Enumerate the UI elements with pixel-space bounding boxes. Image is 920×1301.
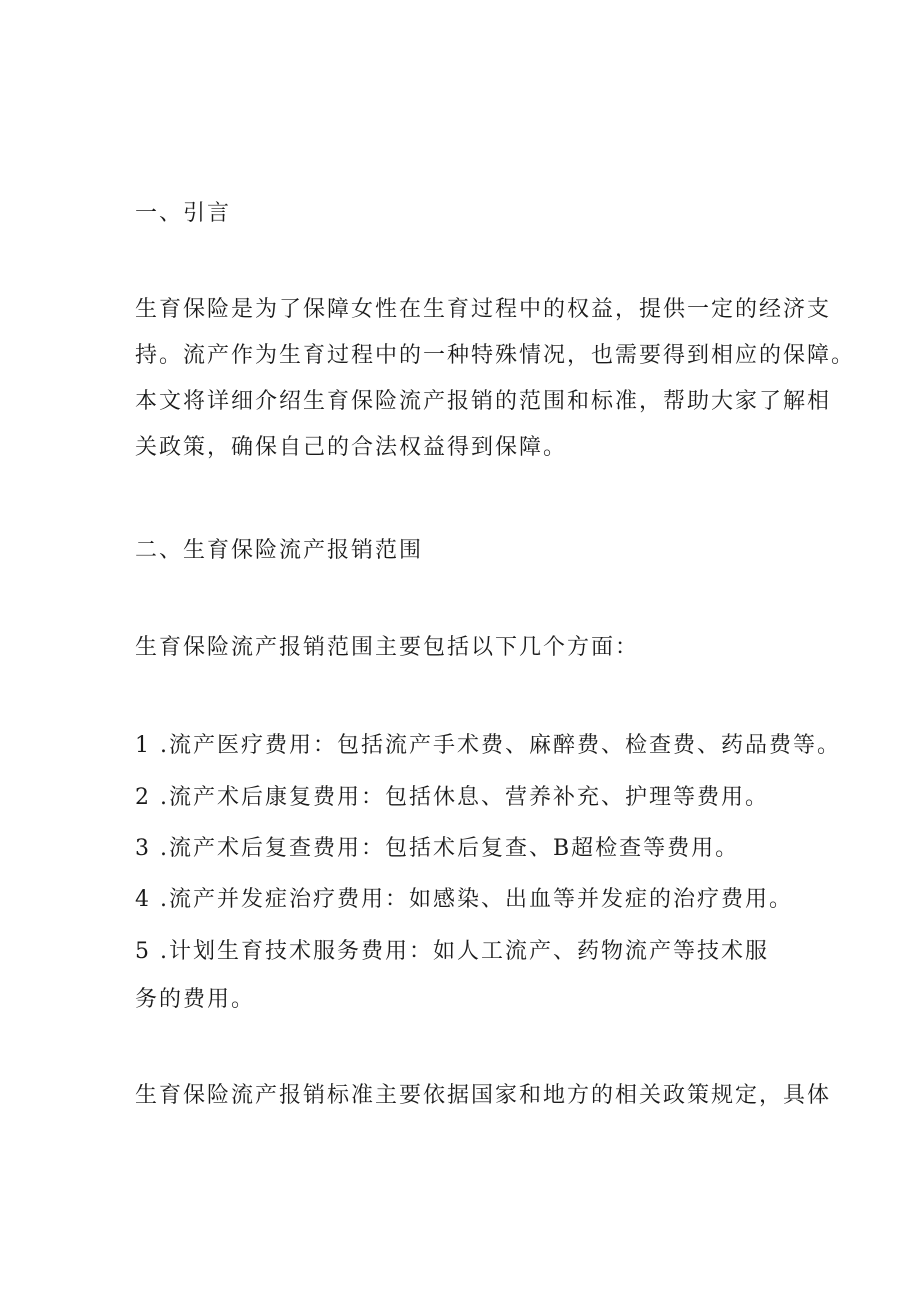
intro-paragraph-line-4: 关政策，确保自己的合法权益得到保障。 xyxy=(135,435,568,460)
scope-list-item-5-continuation: 务的费用。 xyxy=(135,987,256,1012)
scope-list-item-4: 4 .流产并发症治疗费用：如感染、出血等并发症的治疗费用。 xyxy=(135,887,793,912)
intro-paragraph-line-2: 持。流产作为生育过程中的一种特殊情况，也需要得到相应的保障。 xyxy=(135,343,856,368)
intro-paragraph-line-3: 本文将详细介绍生育保险流产报销的范围和标准，帮助大家了解相 xyxy=(135,389,832,414)
scope-list-item-3: 3 .流产术后复查费用：包括术后复查、B超检查等费用。 xyxy=(135,836,740,861)
scope-list-item-2: 2 .流产术后康复费用：包括休息、营养补充、护理等费用。 xyxy=(135,785,769,810)
scope-list-item-5: 5 .计划生育技术服务费用：如人工流产、药物流产等技术服 xyxy=(135,939,769,964)
intro-paragraph-line-1: 生育保险是为了保障女性在生育过程中的权益，提供一定的经济支 xyxy=(135,297,832,322)
scope-intro-line: 生育保险流产报销范围主要包括以下几个方面： xyxy=(135,635,640,660)
section-heading-scope: 二、生育保险流产报销范围 xyxy=(135,538,424,563)
standard-paragraph-line-1: 生育保险流产报销标准主要依据国家和地方的相关政策规定，具体 xyxy=(135,1083,832,1108)
section-heading-introduction: 一、引言 xyxy=(135,201,232,226)
scope-list-item-1: 1 .流产医疗费用：包括流产手术费、麻醉费、检查费、药品费等。 xyxy=(135,733,841,758)
